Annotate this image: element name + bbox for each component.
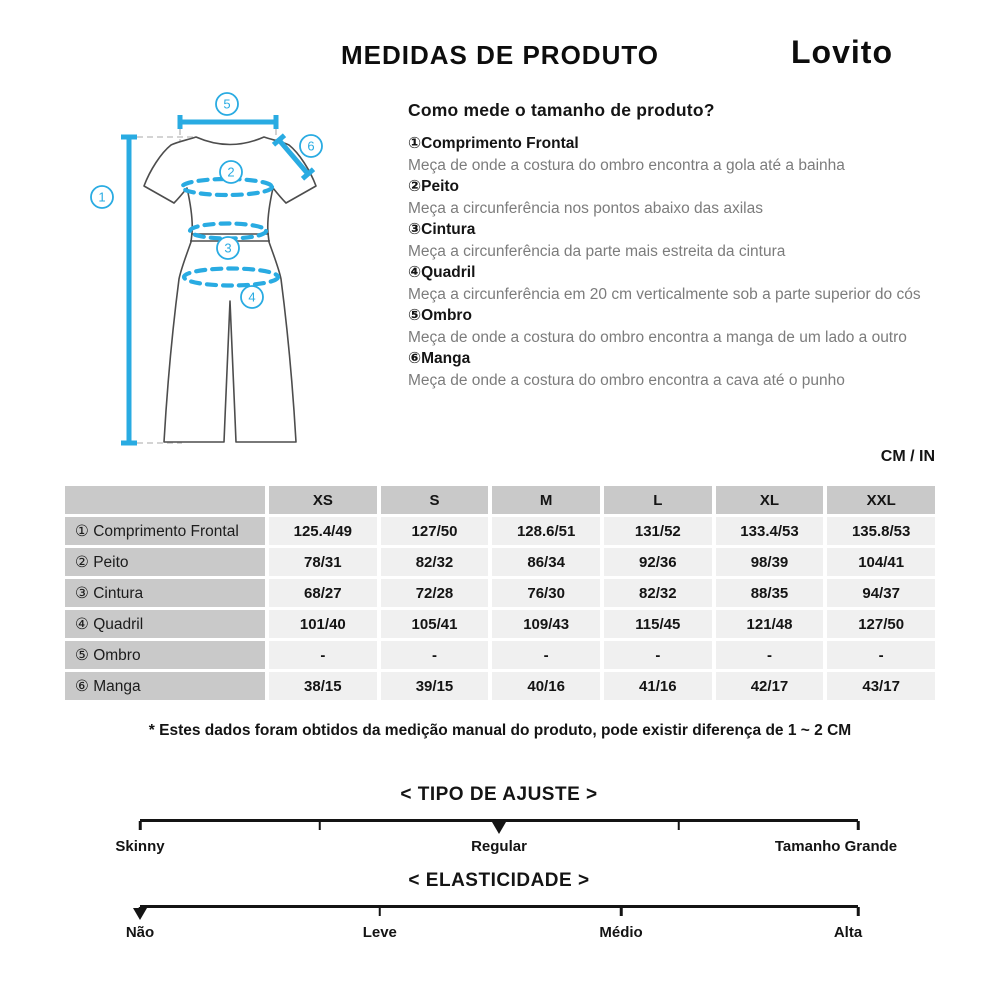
row-label: ⑤ Ombro <box>65 641 265 669</box>
instruction-item <box>408 305 930 348</box>
cell-value: 68/27 <box>269 579 377 607</box>
cell-value: 109/43 <box>492 610 600 638</box>
cell-value: 86/34 <box>492 548 600 576</box>
instruction-desc: Meça de onde a costura do ombro encontra a cava até o punho <box>408 371 845 389</box>
cell-value: 43/17 <box>827 672 935 700</box>
column-header: XS <box>269 486 377 514</box>
instruction-term: ②Peito <box>408 178 460 195</box>
elasticity-scale-tick <box>379 907 382 916</box>
cell-value: 101/40 <box>269 610 377 638</box>
cell-value: 128.6/51 <box>492 517 600 545</box>
callout-3 <box>217 237 239 259</box>
cell-value: 127/50 <box>827 610 935 638</box>
cell-value: 135.8/53 <box>827 517 935 545</box>
cell-value: 125.4/49 <box>269 517 377 545</box>
fit-scale-title: < TIPO DE AJUSTE > <box>400 784 598 805</box>
fit-scale-marker-icon <box>492 822 506 834</box>
unit-label: CM / IN <box>880 448 935 465</box>
instruction-term: ④Quadril <box>408 264 476 281</box>
row-label: ⑥ Manga <box>65 672 265 700</box>
measure-instructions <box>408 100 930 391</box>
elasticity-scale-track <box>140 905 858 920</box>
cell-value: - <box>269 641 377 669</box>
column-header: L <box>604 486 712 514</box>
fit-scale-track <box>140 819 858 834</box>
svg-text:5: 5 <box>223 96 231 112</box>
cell-value: 104/41 <box>827 548 935 576</box>
callout-2 <box>220 161 242 183</box>
measurement-disclaimer: * Estes dados foram obtidos da medição manual do produto, pode existir diferença de 1 ~ 2 CM <box>148 722 852 739</box>
cell-value: 39/15 <box>381 672 489 700</box>
cell-value: 92/36 <box>604 548 712 576</box>
fit-scale-tick <box>318 821 321 830</box>
shoulder-measure-bar <box>180 115 276 129</box>
table-corner-cell <box>65 486 265 514</box>
cell-value: 105/41 <box>381 610 489 638</box>
elasticity-scale-label: Alta <box>833 924 863 941</box>
instructions-heading: Como mede o tamanho de produto? <box>408 100 715 120</box>
svg-text:2: 2 <box>227 164 235 180</box>
instruction-item <box>408 348 930 391</box>
elasticity-scale-title: < ELASTICIDADE > <box>408 870 590 891</box>
callout-1 <box>91 186 113 208</box>
fit-scale-labels <box>115 838 898 860</box>
row-label: ③ Cintura <box>65 579 265 607</box>
elasticity-scale-labels <box>125 924 863 946</box>
instruction-desc: Meça a circunferência nos pontos abaixo das axilas <box>408 199 763 217</box>
instruction-term: ③Cintura <box>408 221 476 238</box>
svg-text:6: 6 <box>307 138 315 154</box>
cell-value: 98/39 <box>716 548 824 576</box>
cell-value: 76/30 <box>492 579 600 607</box>
fit-scale-label: Tamanho Grande <box>774 838 898 855</box>
fit-scale-tick <box>677 821 680 830</box>
page-title: MEDIDAS DE PRODUTO <box>341 40 659 70</box>
cell-value: 72/28 <box>381 579 489 607</box>
cell-value: 127/50 <box>381 517 489 545</box>
elasticity-scale-marker-icon <box>133 908 147 920</box>
elasticity-scale-label: Não <box>125 924 155 941</box>
row-label: ④ Quadril <box>65 610 265 638</box>
instruction-item <box>408 262 930 305</box>
fit-scale-tick <box>139 821 142 830</box>
column-header: XXL <box>827 486 935 514</box>
cell-value: 115/45 <box>604 610 712 638</box>
garment-measurement-diagram <box>60 90 400 470</box>
fit-scale-label: Regular <box>471 838 527 855</box>
row-label: ② Peito <box>65 548 265 576</box>
instruction-term: ⑥Manga <box>408 350 471 367</box>
cell-value: 121/48 <box>716 610 824 638</box>
cell-value: - <box>492 641 600 669</box>
fit-type-scale <box>115 784 898 860</box>
size-table <box>65 486 935 700</box>
instruction-desc: Meça a circunferência em 20 cm verticalmente sob a parte superior do cós <box>408 285 921 303</box>
instruction-term: ⑤Ombro <box>408 307 472 324</box>
callout-6 <box>300 135 322 157</box>
cell-value: - <box>716 641 824 669</box>
column-header: S <box>381 486 489 514</box>
instruction-desc: Meça de onde a costura do ombro encontra a gola até a bainha <box>408 156 845 174</box>
cell-value: 131/52 <box>604 517 712 545</box>
callout-5 <box>216 93 238 115</box>
column-header: XL <box>716 486 824 514</box>
instruction-desc: Meça a circunferência da parte mais estreita da cintura <box>408 242 786 260</box>
cell-value: 82/32 <box>381 548 489 576</box>
fit-scale-label: Skinny <box>115 838 165 855</box>
elasticity-scale-label: Médio <box>599 924 643 941</box>
elasticity-scale-label: Leve <box>362 924 397 941</box>
instruction-item <box>408 219 930 262</box>
instruction-item <box>408 133 930 176</box>
callout-4 <box>241 286 263 308</box>
brand-logo: Lovito <box>791 34 893 70</box>
cell-value: 133.4/53 <box>716 517 824 545</box>
cell-value: 40/16 <box>492 672 600 700</box>
cell-value: 94/37 <box>827 579 935 607</box>
instruction-term: ①Comprimento Frontal <box>408 135 579 152</box>
cell-value: 38/15 <box>269 672 377 700</box>
cell-value: - <box>827 641 935 669</box>
cell-value: 42/17 <box>716 672 824 700</box>
elasticity-scale <box>125 870 863 946</box>
fit-scale-tick <box>857 821 860 830</box>
svg-text:3: 3 <box>224 240 232 256</box>
cell-value: 78/31 <box>269 548 377 576</box>
column-header: M <box>492 486 600 514</box>
cell-value: - <box>381 641 489 669</box>
cell-value: - <box>604 641 712 669</box>
instruction-item <box>408 176 930 219</box>
svg-text:4: 4 <box>248 289 256 305</box>
instruction-desc: Meça de onde a costura do ombro encontra a manga de um lado a outro <box>408 328 907 346</box>
cell-value: 41/16 <box>604 672 712 700</box>
elasticity-scale-tick <box>620 907 623 916</box>
row-label: ① Comprimento Frontal <box>65 517 265 545</box>
cell-value: 88/35 <box>716 579 824 607</box>
svg-text:1: 1 <box>98 189 106 205</box>
cell-value: 82/32 <box>604 579 712 607</box>
front-length-measure-bar <box>121 137 137 443</box>
elasticity-scale-tick <box>857 907 860 916</box>
